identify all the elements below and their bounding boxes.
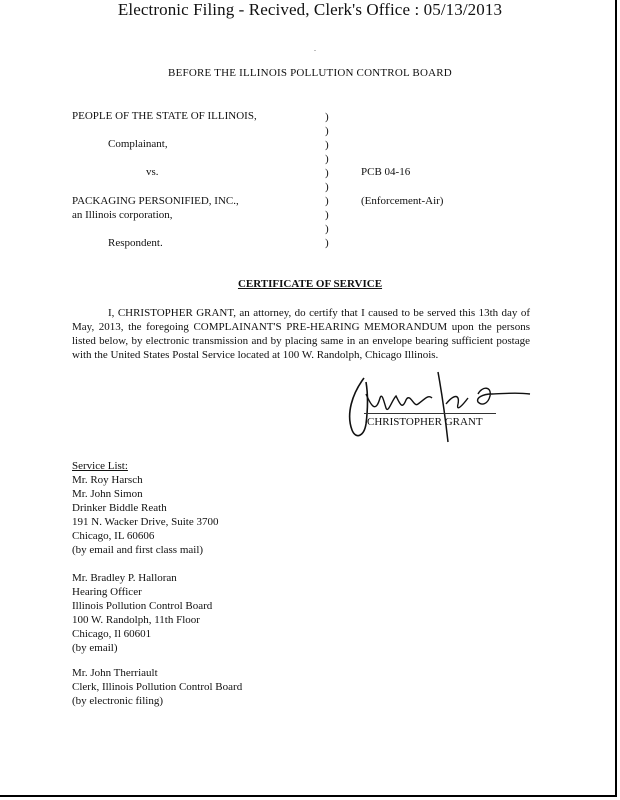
recipient-line: Hearing Officer [72,586,142,598]
caption-defendant-description: an Illinois corporation, [72,209,173,221]
signature-line [364,413,496,414]
recipient-block [72,571,212,655]
caption-defendant: PACKAGING PERSONIFIED, INC., [72,195,239,207]
service-list-heading [72,459,128,473]
signer-name: CHRISTOPHER GRANT [367,416,483,428]
recipient-line: Clerk, Illinois Pollution Control Board [72,681,243,693]
case-type: (Enforcement-Air) [361,195,444,207]
caption-vs: vs. [146,166,159,178]
recipient-line: (by electronic filing) [72,695,164,707]
caption-complainant-label: Complainant, [108,138,168,150]
recipient-line: Drinker Biddle Reath [72,502,167,514]
recipient-line: 100 W. Randolph, 11th Floor [72,614,200,626]
board-title: BEFORE THE ILLINOIS POLLUTION CONTROL BOARD [168,67,452,79]
certificate-body [72,306,530,362]
certificate-title: CERTIFICATE OF SERVICE [237,278,383,290]
recipient-line: Mr. Bradley P. Halloran [72,572,177,584]
recipient-line: Chicago, Il 60601 [72,628,152,640]
handwritten-signature [342,364,532,446]
caption-respondent-label: Respondent. [108,237,163,249]
recipient-line: Mr. John Therriault [72,667,158,679]
recipient-line: Illinois Pollution Control Board [72,600,213,612]
caption-plaintiff: PEOPLE OF THE STATE OF ILLINOIS, [72,110,257,122]
recipient-line: Chicago, IL 60606 [72,530,155,542]
recipient-line: (by email) [72,642,118,654]
scan-speck: . [314,44,316,53]
case-number: PCB 04-16 [361,166,411,178]
recipient-block [72,666,242,708]
certificate-body-text: I, CHRISTOPHER GRANT, an attorney, do certify that I caused to be served this 13th day of May, 2013, the foregoing COMPLAINANT'S PRE-HEARING MEMORANDUM upon the persons listed below, by electronic transmission and by placing same in an envelope bearing sufficient postage with the United States Postal Service located at 100 W. Randolph, Chicago Illinois. [72,307,530,361]
efiling-stamp-header: Electronic Filing - Recived, Clerk's Office : 05/13/2013 [117,0,503,19]
recipient-block [72,473,218,557]
caption-parentheses-column: ) ) ) ) ) ) ) ) ) ) [325,111,329,249]
recipient-line: (by email and first class mail) [72,544,204,556]
recipient-line: 191 N. Wacker Drive, Suite 3700 [72,516,219,528]
recipient-line: Mr. Roy Harsch [72,474,143,486]
recipient-line: Mr. John Simon [72,488,143,500]
service-list-heading-text: Service List: [72,460,128,472]
